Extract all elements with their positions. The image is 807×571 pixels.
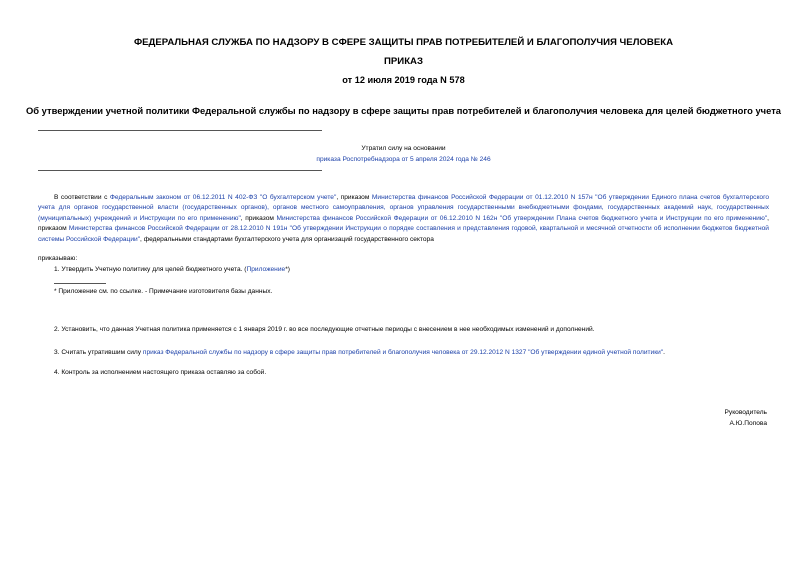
- item-1: [54, 266, 290, 273]
- footnote: * Приложение см. по ссылке. - Примечание изготовителя базы данных.: [54, 288, 273, 295]
- item-4: 4. Контроль за исполнением настоящего приказа оставляю за собой.: [54, 369, 267, 376]
- signature-name: А.Ю.Попова: [729, 420, 767, 427]
- text: В соответствии с: [54, 194, 110, 201]
- link-191n[interactable]: Министерства финансов Российской Федерации от 28.12.2010 N 191н "Об утверждении Инструкции о порядке составления и представления годовой, квартальной и месячной отчетности об исполнении бюджетов бюджетной системы Российской Федерации": [38, 225, 769, 243]
- text: .: [663, 349, 665, 356]
- date-number-heading: от 12 июля 2019 года N 578: [342, 75, 465, 85]
- paragraph-basis: [38, 193, 769, 245]
- agency-heading: ФЕДЕРАЛЬНАЯ СЛУЖБА ПО НАДЗОРУ В СФЕРЕ ЗАЩИТЫ ПРАВ ПОТРЕБИТЕЛЕЙ И БЛАГОПОЛУЧИЯ ЧЕЛОВЕКА: [133, 37, 674, 48]
- divider-top: [38, 130, 322, 131]
- text: 1. Утвердить Учетную политику для целей бюджетного учета. (: [54, 266, 247, 273]
- doc-type-heading: ПРИКАЗ: [384, 56, 423, 67]
- document-title: Об утверждении учетной политики Федеральной службы по надзору в сфере защиты прав потребителей и благополучия человека для целей бюджетного учета: [25, 105, 782, 116]
- text: , приказом: [336, 194, 372, 201]
- text: , федеральными стандартами бухгалтерского учета для организаций государственного сектора: [140, 235, 434, 243]
- divider-bottom: [38, 170, 322, 171]
- status-note: Утратил силу на основании: [361, 145, 446, 152]
- status-note-link[interactable]: приказа Роспотребнадзора от 5 апреля 2024 года № 246: [316, 156, 491, 163]
- link-157n[interactable]: Министерства финансов Российской Федерации от 01.12.2010 N 157н "Об утверждении Единого плана счетов бухгалтерского учета для органов государственной власти (государственных органов), органов местного самоуправления, органов управления государственными внебюджетными фондами, государственных академий наук, государственных (муниципальных) учреждений и Инструкции по его применению": [38, 194, 769, 222]
- signature-role: Руководитель: [724, 409, 767, 416]
- footnote-divider: [54, 283, 106, 284]
- text: *): [285, 266, 290, 273]
- item-2: 2. Установить, что данная Учетная политика применяется с 1 января 2019 г. во все последующие отчетные периоды с внесением в нее необходимых изменений и дополнений.: [54, 326, 595, 333]
- link-order-1327[interactable]: приказ Федеральной службы по надзору в сфере защиты прав потребителей и благополучия человека от 29.12.2012 N 1327 "Об утверждении единой учетной политики": [142, 349, 664, 356]
- text: , приказом: [38, 214, 769, 233]
- link-appendix[interactable]: Приложение: [246, 266, 286, 273]
- link-402fz[interactable]: Федеральным законом от 06.12.2011 N 402-ФЗ "О бухгалтерском учете": [109, 194, 337, 201]
- text: , приказом: [240, 214, 277, 222]
- text: 3. Считать утратившим силу: [54, 349, 143, 356]
- preamble: приказываю:: [38, 255, 78, 262]
- link-162n[interactable]: Министерства финансов Российской Федерации от 06.12.2010 N 162н "Об утверждении Плана счетов бюджетного учета и Инструкции по его применению": [276, 214, 768, 222]
- item-3: [54, 349, 665, 356]
